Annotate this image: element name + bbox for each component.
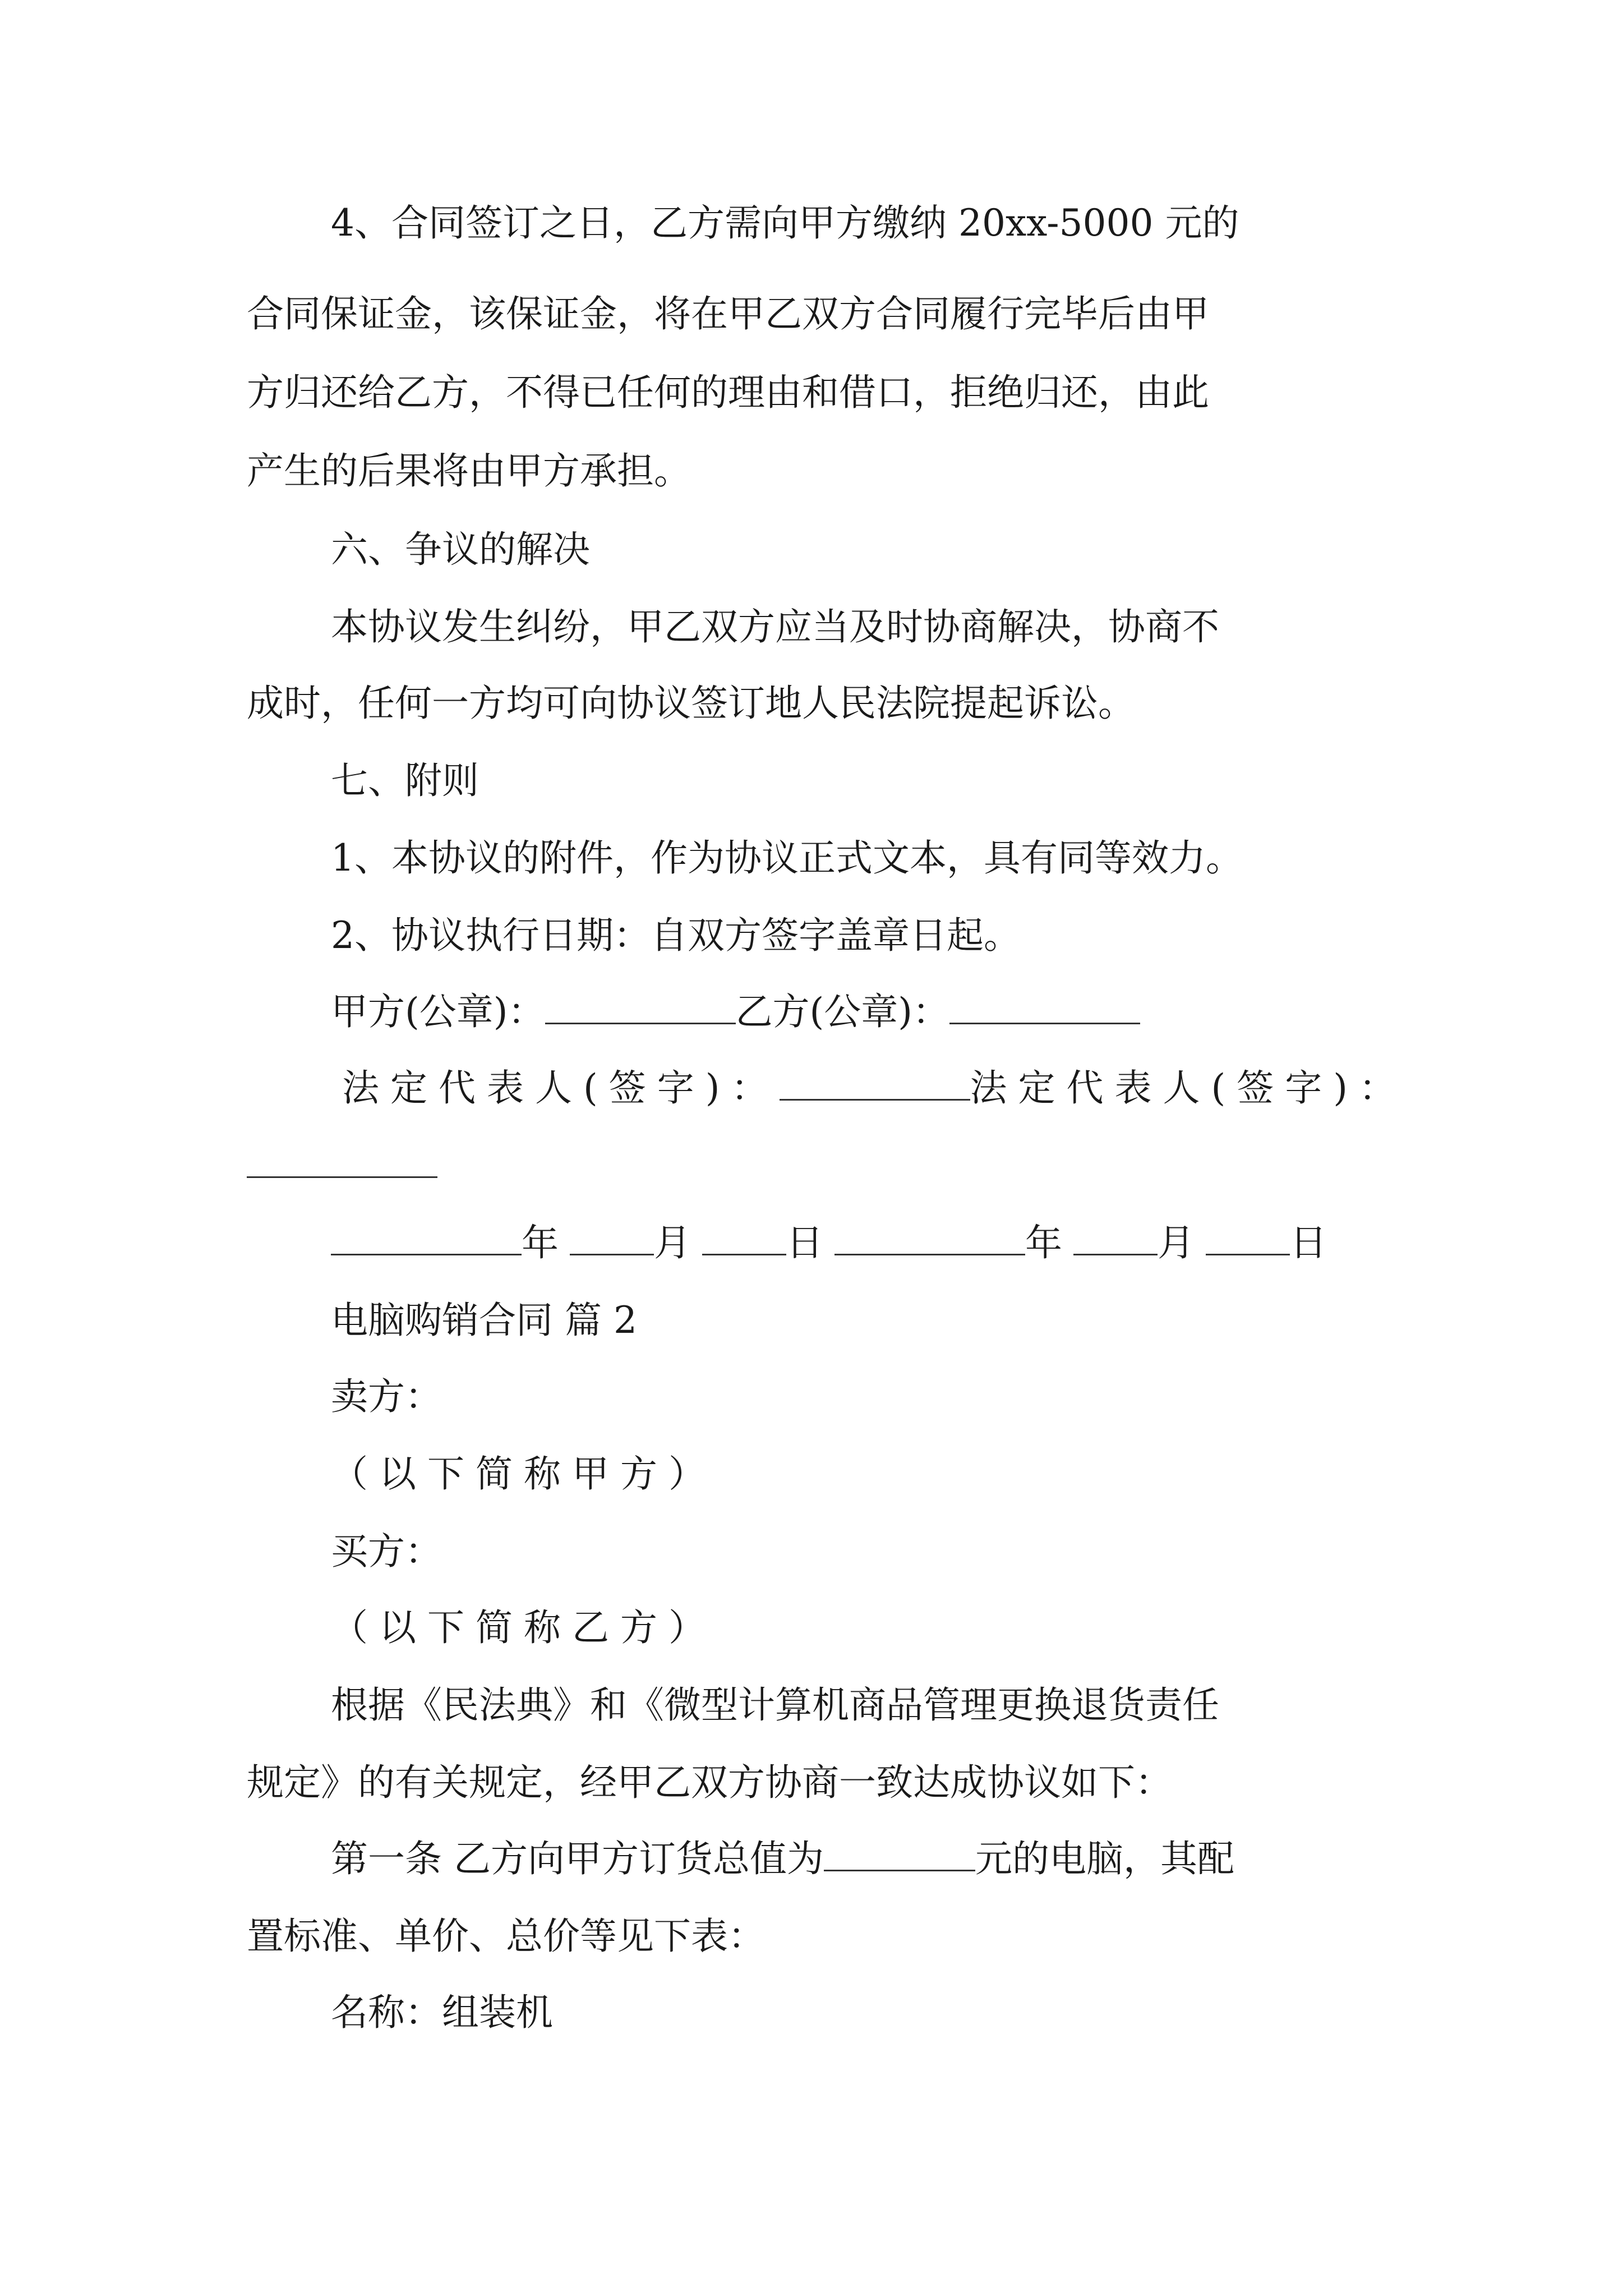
contract2-buyer: 买方： bbox=[331, 1530, 442, 1573]
section7-heading: 七、附则 bbox=[331, 759, 479, 802]
legal-rep-line bbox=[342, 1066, 1407, 1111]
clause4-line-3: 方归还给乙方，不得已任何的理由和借口，拒绝归还，由此 bbox=[247, 371, 1209, 414]
clause4-line-2: 合同保证金，该保证金，将在甲乙双方合同履行完毕后由甲 bbox=[247, 292, 1209, 335]
date-a-month-blank bbox=[570, 1222, 654, 1255]
contract2-article1-line-2: 置标准、单价、总价等见下表： bbox=[247, 1915, 765, 1958]
date-b-year: 年 bbox=[1025, 1221, 1073, 1264]
date-b-year-blank bbox=[834, 1222, 1025, 1255]
date-a-year: 年 bbox=[522, 1221, 570, 1264]
contract2-preamble-line-2: 规定》的有关规定，经甲乙双方协商一致达成协议如下： bbox=[247, 1761, 1172, 1804]
contract2-seller-alias: （以下简称甲方） bbox=[331, 1452, 717, 1496]
section6-heading: 六、争议的解决 bbox=[331, 528, 590, 571]
date-b-day-blank bbox=[1206, 1222, 1290, 1255]
date-b-month: 月 bbox=[1158, 1221, 1206, 1264]
legal-rep-a-blank bbox=[780, 1068, 970, 1101]
party-a-seal-label: 甲方(公章)： bbox=[331, 990, 545, 1033]
article1-text-part2: 元的电脑，其配 bbox=[975, 1837, 1234, 1880]
section6-text-line-2: 成时，任何一方均可向协议签订地人民法院提起诉讼。 bbox=[247, 682, 1135, 725]
date-b-day: 日 bbox=[1290, 1221, 1338, 1264]
section6-text-line-1: 本协议发生纠纷，甲乙双方应当及时协商解决，协商不 bbox=[331, 605, 1219, 648]
date-b-month-blank bbox=[1073, 1222, 1158, 1255]
contract2-article1-line-1 bbox=[331, 1837, 1234, 1881]
legal-rep-a-label: 法定代表人(签字)： bbox=[342, 1066, 780, 1110]
date-a-day: 日 bbox=[786, 1221, 834, 1264]
date-a-year-blank bbox=[331, 1222, 522, 1255]
party-a-seal-blank bbox=[545, 991, 736, 1024]
legal-rep-b-line bbox=[247, 1143, 437, 1188]
contract2-buyer-alias: （以下简称乙方） bbox=[331, 1606, 717, 1649]
legal-rep-b-blank bbox=[247, 1145, 437, 1178]
seal-line bbox=[331, 990, 1140, 1034]
date-line bbox=[331, 1221, 1338, 1266]
article1-text-part1: 第一条 乙方向甲方订货总值为 bbox=[331, 1837, 824, 1880]
contract2-name-line: 名称：组装机 bbox=[331, 1991, 553, 2034]
clause4-line-4: 产生的后果将由甲方承担。 bbox=[247, 449, 691, 493]
contract2-preamble-line-1: 根据《民法典》和《微型计算机商品管理更换退货责任 bbox=[331, 1683, 1219, 1727]
section7-item-2: 2、协议执行日期：自双方签字盖章日起。 bbox=[331, 914, 1021, 957]
article1-amount-blank bbox=[824, 1838, 975, 1871]
date-a-month: 月 bbox=[654, 1221, 702, 1264]
contract2-seller: 卖方： bbox=[331, 1375, 442, 1418]
clause4-line-1: 4、合同签订之日，乙方需向甲方缴纳 20xx-5000 元的 bbox=[331, 201, 1239, 245]
party-b-seal-label: 乙方(公章)： bbox=[735, 990, 949, 1033]
section7-item-1: 1、本协议的附件，作为协议正式文本，具有同等效力。 bbox=[331, 836, 1243, 880]
legal-rep-b-label: 法定代表人(签字)： bbox=[970, 1066, 1407, 1110]
date-a-day-blank bbox=[702, 1222, 786, 1255]
party-b-seal-blank bbox=[949, 991, 1140, 1024]
contract2-title: 电脑购销合同 篇 2 bbox=[331, 1299, 637, 1342]
